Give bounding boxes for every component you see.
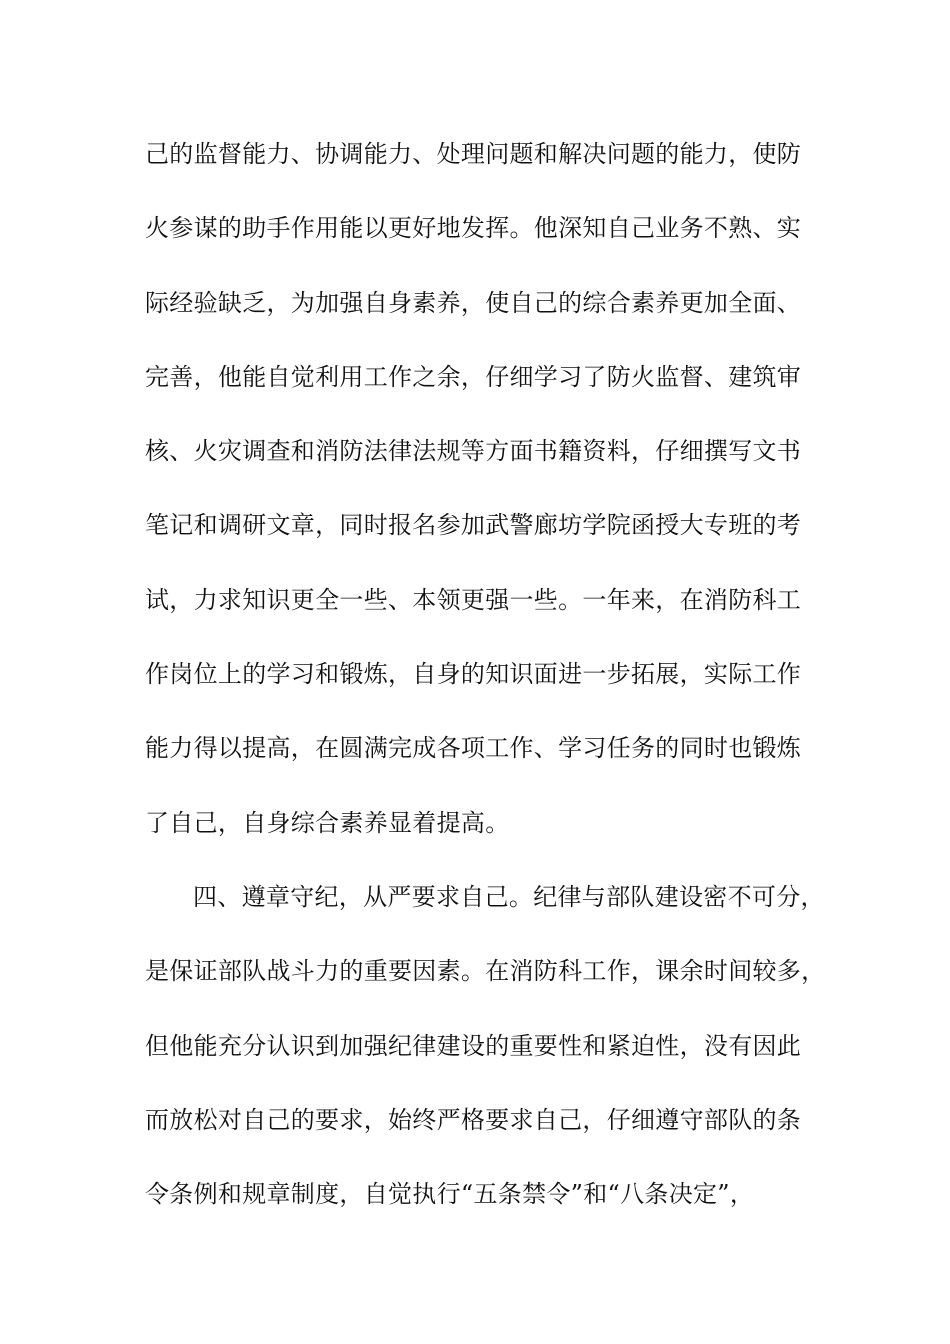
text-line: 令条例和规章制度，自觉执行“五条禁令”和“八条决定”， <box>145 1180 755 1209</box>
text-line: 核、火灾调查和消防法律法规等方面书籍资料，仔细撰写文书 <box>145 437 802 466</box>
text-line: 笔记和调研文章，同时报名参加武警廊坊学院函授大专班的考 <box>145 511 802 540</box>
text-line: 能力得以提高，在圆满完成各项工作、学习任务的同时也锻炼 <box>145 734 802 763</box>
text-line: 己的监督能力、协调能力、处理问题和解决问题的能力，使防 <box>145 140 802 168</box>
text-line: 了自己，自身综合素养显着提高。 <box>145 808 510 837</box>
text-line: 但他能充分认识到加强纪律建设的重要性和紧迫性，没有因此 <box>145 1031 802 1060</box>
text-line: 作岗位上的学习和锻炼，自身的知识面进一步拓展，实际工作 <box>145 660 802 689</box>
paragraph-start-line: 四、遵章守纪，从严要求自己。纪律与部队建设密不可分， <box>193 882 825 911</box>
text-line: 而放松对自己的要求，始终严格要求自己，仔细遵守部队的条 <box>145 1105 802 1134</box>
body-text <box>145 132 825 1246</box>
text-line: 火参谋的助手作用能以更好地发挥。他深知自己业务不熟、实 <box>145 214 802 243</box>
text-line: 际经验缺乏，为加强自身素养，使自己的综合素养更加全面、 <box>145 288 802 317</box>
text-line: 完善，他能自觉利用工作之余，仔细学习了防火监督、建筑审 <box>145 362 802 391</box>
text-line: 试，力求知识更全一些、本领更强一些。一年来，在消防科工 <box>145 585 802 614</box>
text-line: 是保证部队战斗力的重要因素。在消防科工作，课余时间较多， <box>145 957 826 986</box>
